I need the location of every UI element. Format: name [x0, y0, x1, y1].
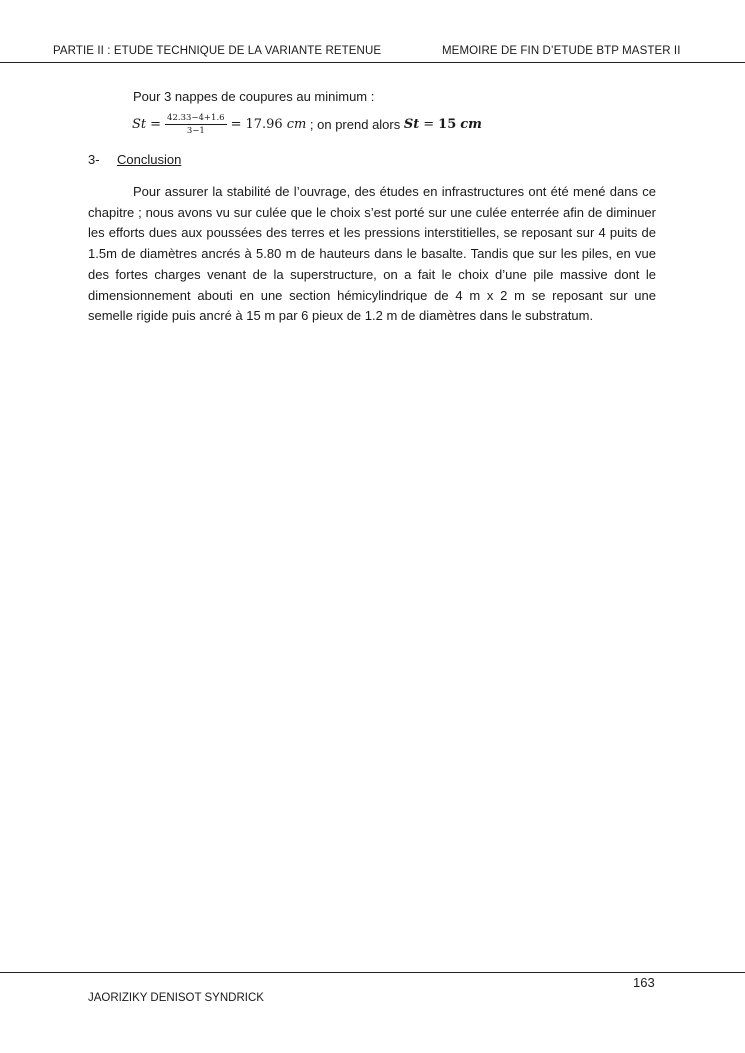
formula-result-equals: =: [230, 116, 242, 132]
fraction-denominator: 3−1: [186, 126, 205, 136]
fraction-numerator: 42.33−4+1.6: [167, 113, 225, 123]
page-header: [0, 0, 745, 62]
formula-connector: ; on prend alors: [306, 116, 404, 132]
section-title: Conclusion: [117, 152, 182, 167]
formula-fraction: [165, 113, 227, 136]
footer-divider: [0, 972, 745, 973]
spacing-formula: [88, 113, 656, 136]
section-number: 3-: [88, 152, 100, 167]
conclusion-paragraph: Pour assurer la stabilité de l’ouvrage, des études en infrastructures ont été mené dans ce chapitre ; nous avons vu sur culée que le choix s’est porté sur une culée enterrée afin de diminuer les efforts dues aux poussées des terres et les pressions interstitielles, se reposant sur 4 puits de 1.5m de diamètres ancrés à 5.80 m de hauteurs dans le basalte. Tandis que sur les piles, en vue des fortes charges venant de la superstructure, on a fait le choix d’une pile massive dont le dimensionnement abouti en une section hémicylindrique de 4 m x 2 m se reposant sur une semelle rigide puis ancré à 15 m par 6 pieux de 1.2 m de diamètres dans le substratum.: [88, 184, 656, 324]
header-left-title: PARTIE II : ETUDE TECHNIQUE DE LA VARIANTE RETENUE: [53, 45, 382, 57]
formula-result-unit: cm: [286, 116, 307, 132]
formula-result-value: 17.96: [245, 116, 283, 132]
formula-final-lhs: St: [403, 116, 420, 132]
page-body: [88, 87, 656, 327]
section-heading: [88, 150, 656, 170]
formula-final-unit: cm: [460, 116, 482, 132]
formula-lhs: St: [132, 116, 147, 132]
page-number: 163: [633, 975, 655, 990]
formula-final-equals: =: [423, 116, 435, 132]
header-divider: [0, 62, 745, 63]
footer-author: JAORIZIKY DENISOT SYNDRICK: [88, 992, 264, 1004]
header-right-title: MEMOIRE DE FIN D’ETUDE BTP MASTER II: [442, 45, 681, 57]
formula-final-value: 15: [438, 116, 457, 132]
intro-text: Pour 3 nappes de coupures au minimum :: [133, 89, 375, 104]
formula-equals: =: [150, 116, 162, 132]
